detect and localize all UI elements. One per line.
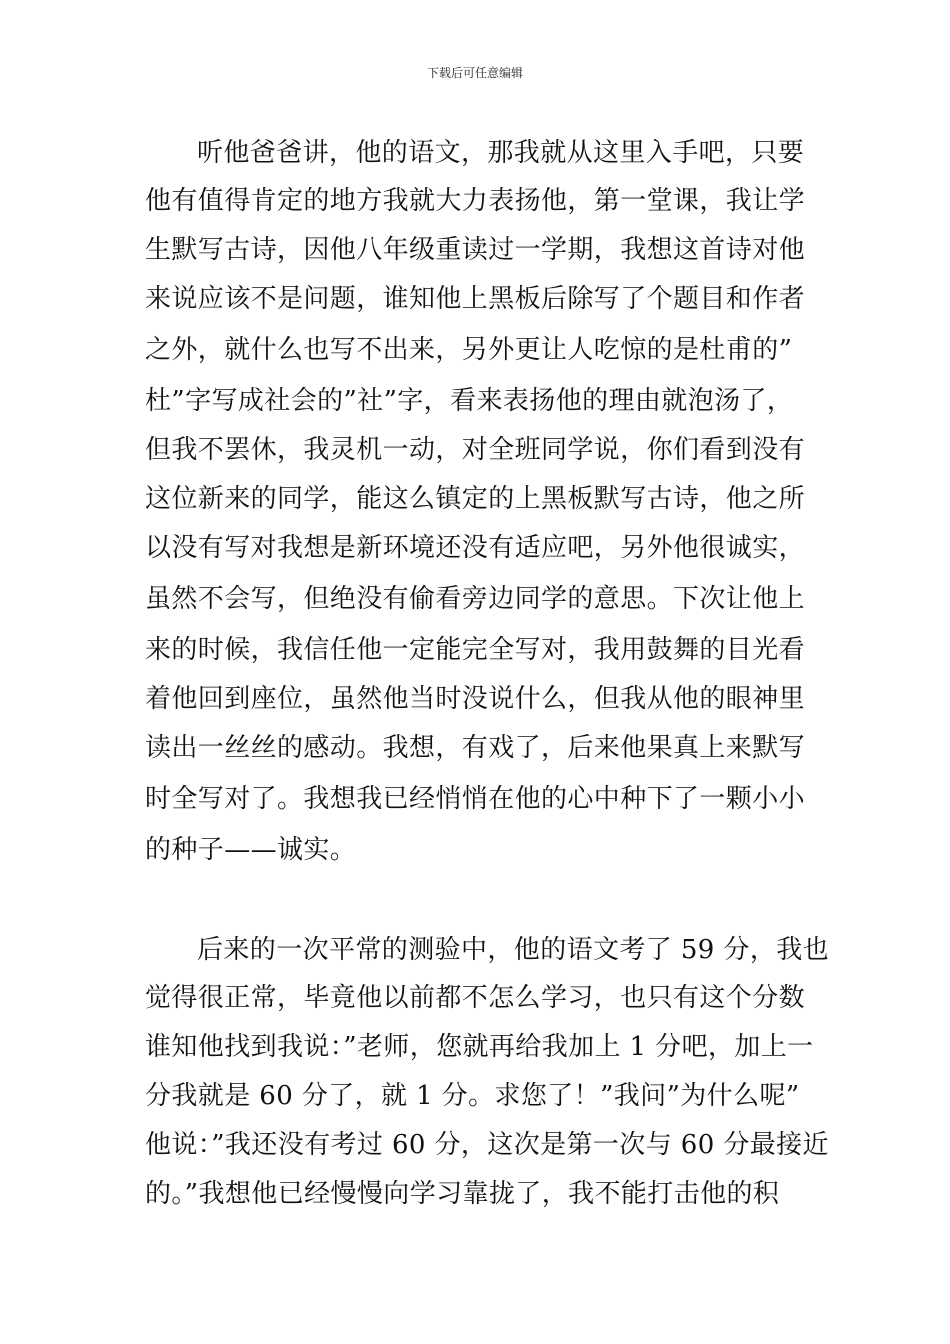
paragraph-line: 来的时候，我信任他一定能完全写对，我用鼓舞的目光看 [145, 635, 806, 665]
paragraph-line: 这位新来的同学，能这么镇定的上黑板默写古诗，他之所 [145, 484, 806, 514]
paragraph-line: 杜”字写成社会的”社”字，看来表扬他的理由就泡汤了， [145, 386, 794, 416]
paragraph-line: 他有值得肯定的地方我就大力表扬他，第一堂课，我让学 [145, 186, 806, 216]
page-header: 下载后可任意编辑 [426, 66, 523, 80]
paragraph-line: 的。”我想他已经慢慢向学习靠拢了，我不能打击他的积 [145, 1179, 780, 1209]
paragraph-line: 虽然不会写，但绝没有偷看旁边同学的意思。下次让他上 [145, 584, 806, 614]
paragraph-line: 但我不罢休，我灵机一动，对全班同学说，你们看到没有 [145, 435, 806, 465]
paragraph-line: 着他回到座位，虽然他当时没说什么，但我从他的眼神里 [145, 684, 806, 714]
paragraph-line: 觉得很正常，毕竟他以前都不怎么学习，也只有这个分数 [145, 983, 806, 1013]
paragraph-line: 时全写对了。我想我已经悄悄在他的心中种下了一颗小小 [145, 784, 806, 814]
paragraph-line: 以没有写对我想是新环境还没有适应吧，另外他很诚实， [145, 533, 806, 563]
paragraph-line: 听他爸爸讲，他的语文，那我就从这里入手吧，只要 [197, 138, 805, 168]
paragraph-line: 分我就是 60 分了，就 1 分。求您了！”我问”为什么呢” [145, 1081, 800, 1111]
paragraph-line: 之外，就什么也写不出来，另外更让人吃惊的是杜甫的” [145, 335, 793, 365]
paragraph-line: 来说应该不是问题，谁知他上黑板后除写了个题目和作者 [145, 284, 806, 314]
paragraph-line: 谁知他找到我说：”老师，您就再给我加上 1 分吧，加上一 [145, 1032, 814, 1062]
paragraph-line: 后来的一次平常的测验中，他的语文考了 59 分，我也 [197, 935, 830, 965]
paragraph-line: 读出一丝丝的感动。我想，有戏了，后来他果真上来默写 [145, 733, 806, 763]
paragraph-line: 他说：”我还没有考过 60 分，这次是第一次与 60 分最接近 [145, 1130, 829, 1160]
paragraph-line: 的种子——诚实。 [145, 835, 357, 865]
paragraph-line: 生默写古诗，因他八年级重读过一学期，我想这首诗对他 [145, 235, 806, 265]
